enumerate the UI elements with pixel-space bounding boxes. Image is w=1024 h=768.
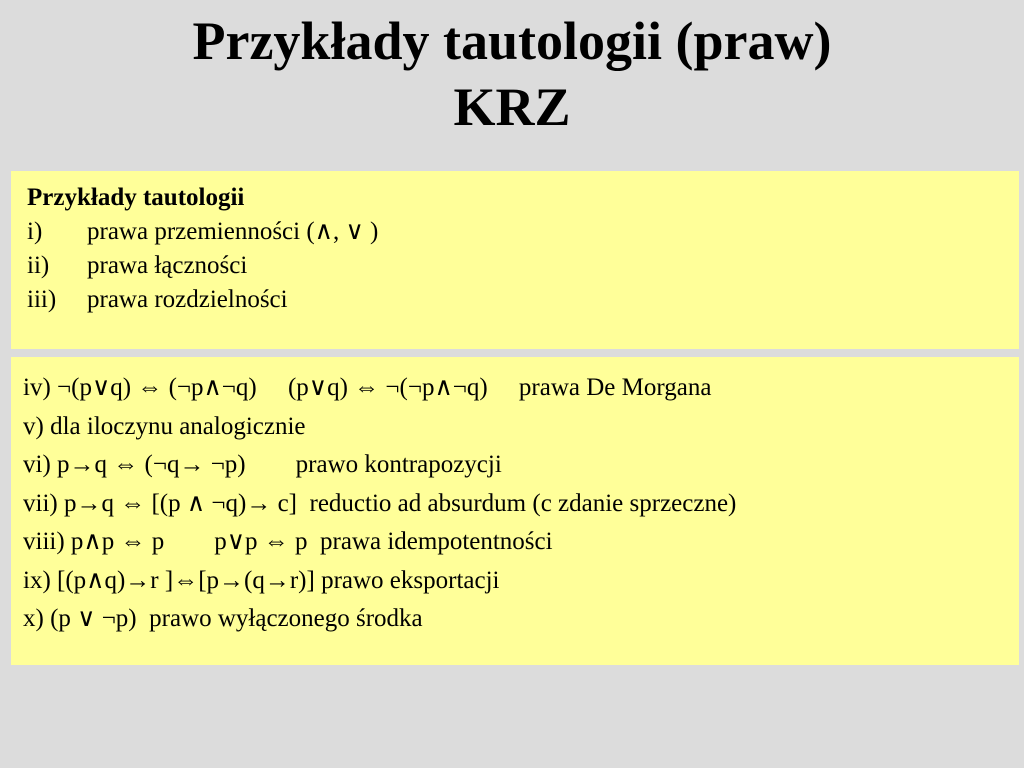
tautology-examples-box: [11, 171, 1019, 349]
law-line: vi) p→q ⇔ (¬q→ ¬p) prawo kontrapozycji: [23, 451, 502, 478]
list-item: [27, 283, 1019, 317]
law-line: ix) [(p∧q)→r ]⇔[p→(q→r)] prawo eksportacji: [23, 566, 500, 594]
list-item: [27, 249, 1019, 283]
tautology-laws-box: [11, 357, 1019, 665]
list-item-text: prawa łączności: [87, 252, 248, 279]
list-item-number: ii): [27, 252, 50, 279]
law-line: vii) p→q ⇔ [(p ∧ ¬q)→ c] reductio ad absurdum (c zdanie sprzeczne): [23, 489, 737, 517]
law-line: x) (p ∨ ¬p) prawo wyłączonego środka: [23, 605, 423, 632]
list-item-text: prawa rozdzielności: [87, 286, 288, 313]
list-item: [27, 215, 1019, 249]
slide-title: [0, 8, 1024, 140]
list-item-number: iii): [27, 286, 57, 313]
slide-title-line-2: KRZ: [453, 77, 571, 137]
box-heading: Przykłady tautologii: [27, 184, 245, 211]
law-line: viii) p∧p ⇔ p p∨p ⇔ p prawa idempotentności: [23, 528, 553, 555]
list-item-text: prawa przemienności (∧, ∨ ): [87, 218, 379, 245]
law-line: v) dla iloczynu analogicznie: [23, 412, 306, 440]
list-item-number: i): [27, 218, 43, 245]
law-line: iv) ¬(p∨q) ⇔ (¬p∧¬q) (p∨q) ⇔ ¬(¬p∧¬q) prawa De Morgana: [23, 374, 712, 401]
slide-title-line-1: Przykłady tautologii (praw): [192, 11, 832, 71]
